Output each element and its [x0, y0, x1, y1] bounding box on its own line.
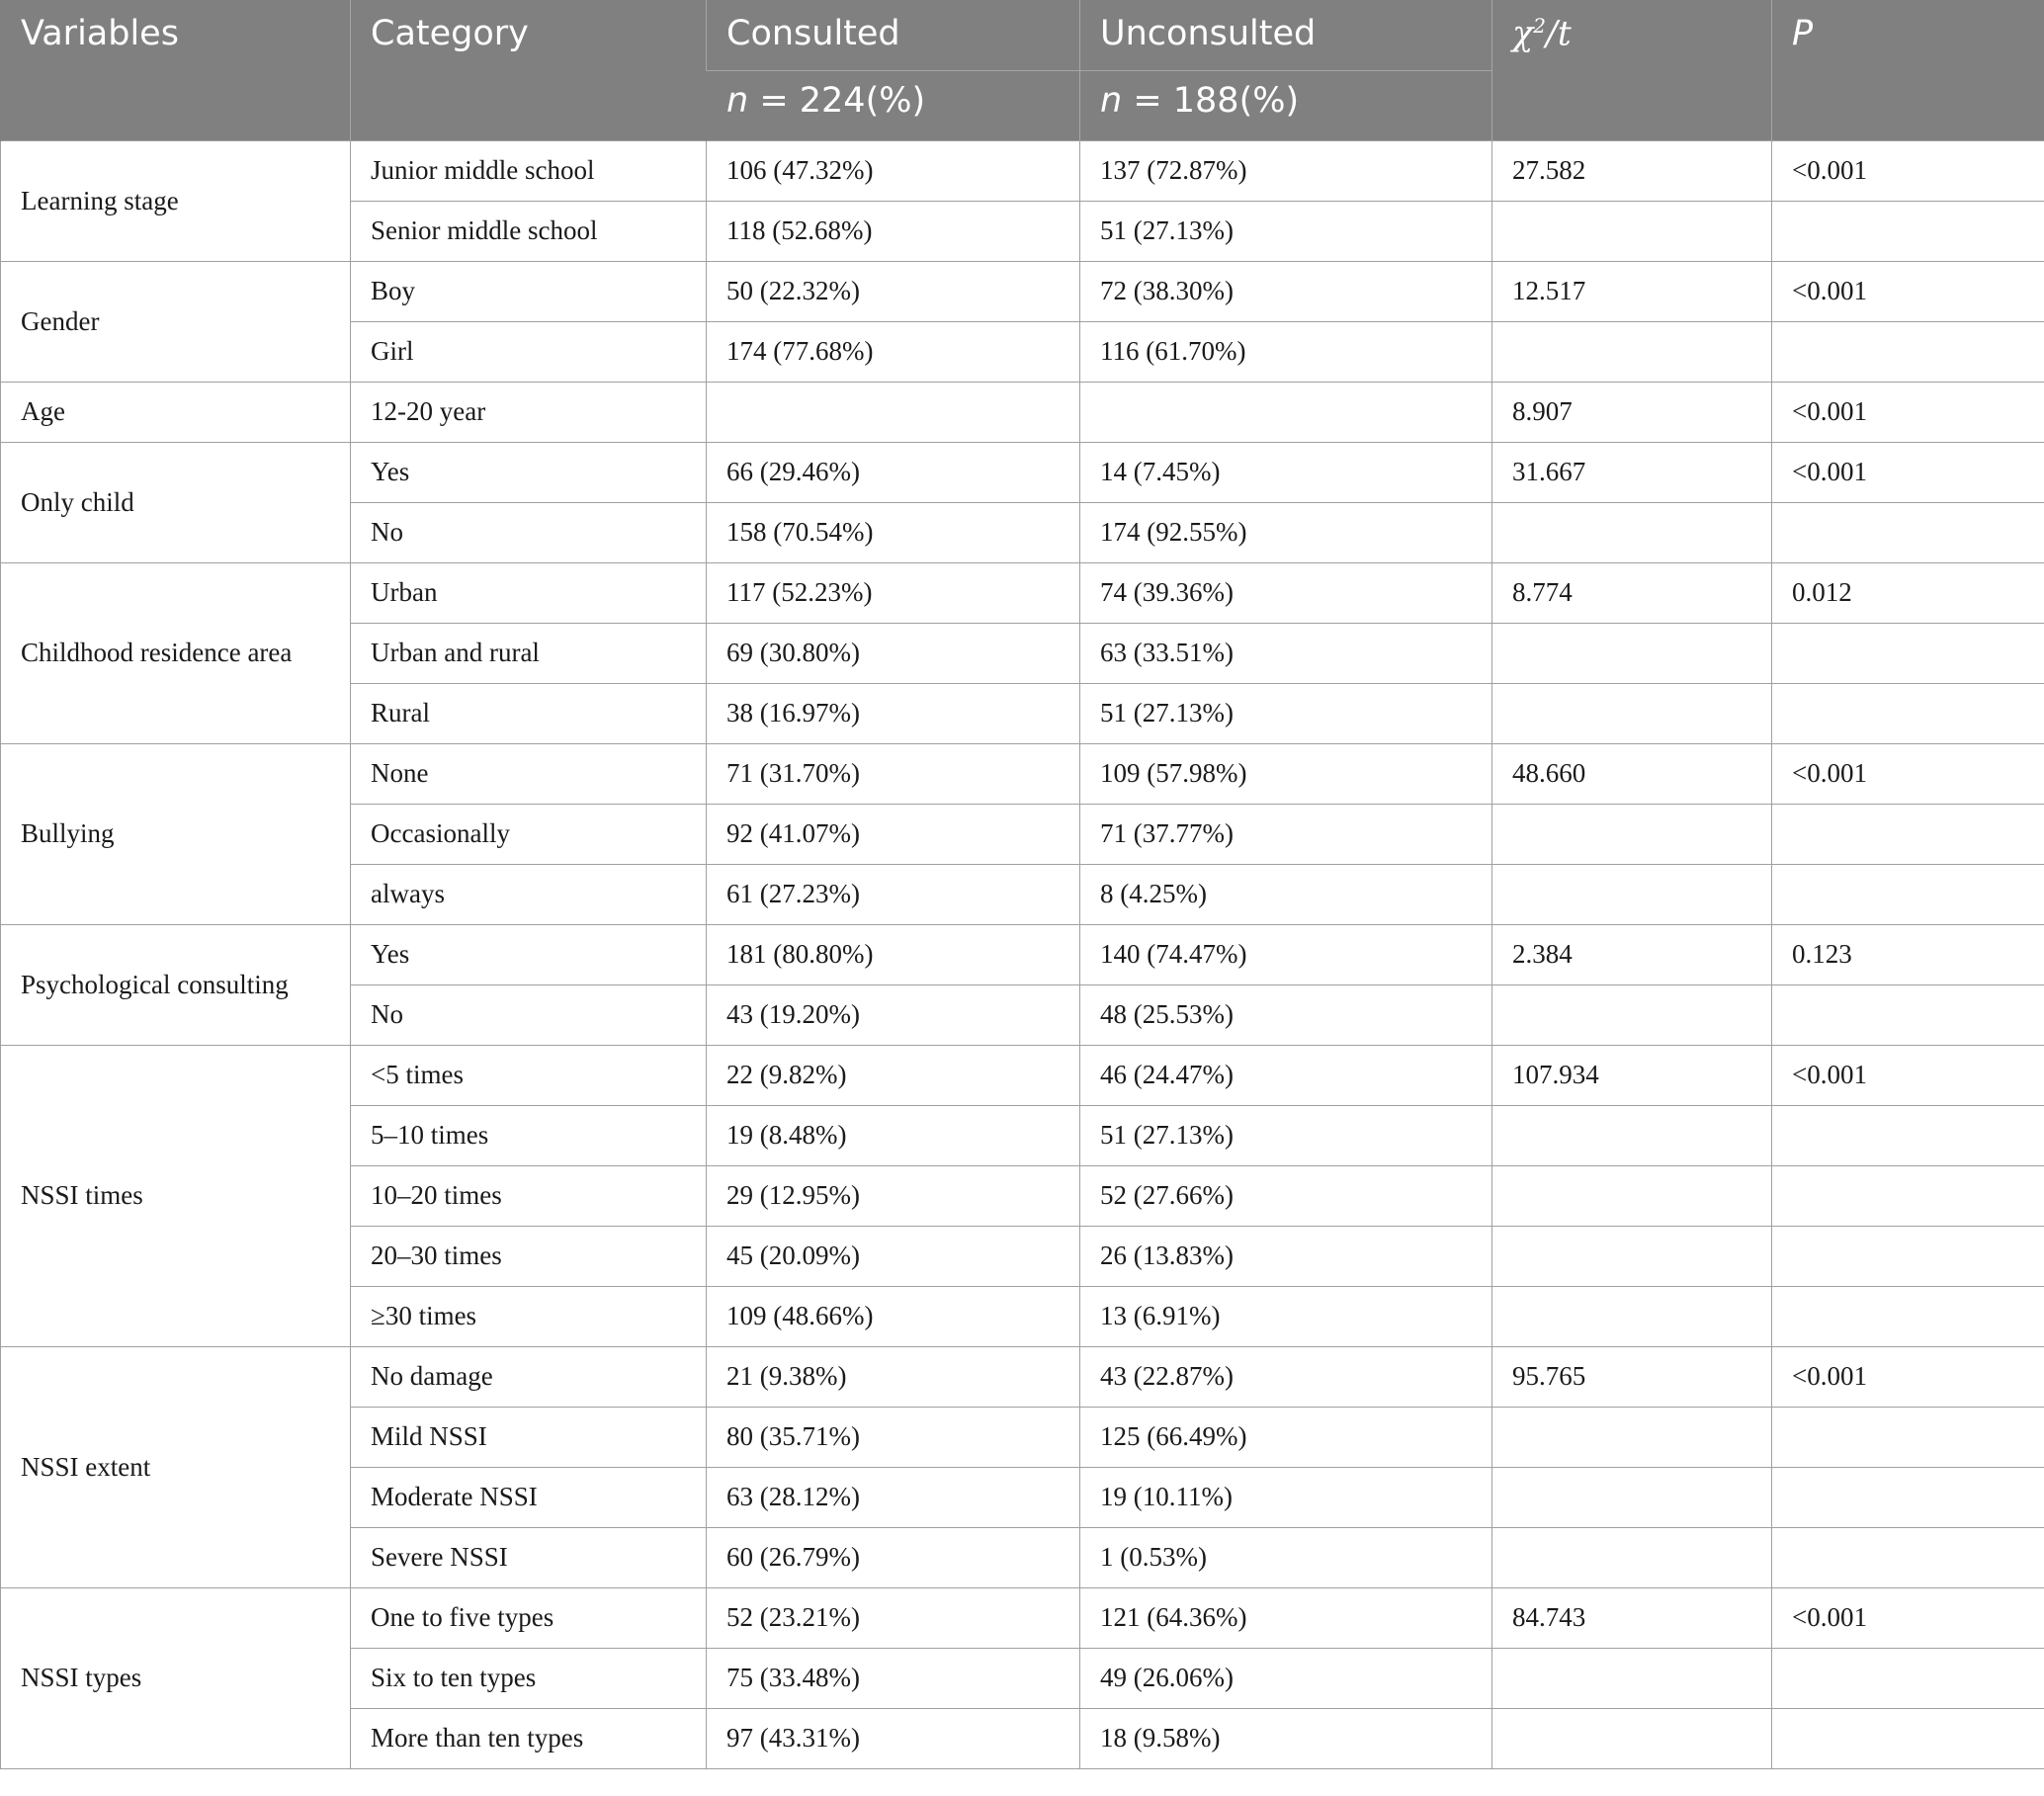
- consulted-cell: 69 (30.80%): [707, 623, 1080, 683]
- p-value-cell: [1772, 1165, 2044, 1226]
- unconsulted-cell: 51 (27.13%): [1080, 1105, 1492, 1165]
- category-cell: 12-20 year: [351, 382, 707, 442]
- category-cell: Girl: [351, 321, 707, 382]
- variable-cell: Bullying: [1, 743, 351, 924]
- category-cell: 10–20 times: [351, 1165, 707, 1226]
- p-value-cell: [1772, 1467, 2044, 1527]
- consulted-cell: 45 (20.09%): [707, 1226, 1080, 1286]
- statistic-cell: [1492, 321, 1772, 382]
- category-cell: Urban: [351, 562, 707, 623]
- table-row: [1, 562, 2044, 623]
- category-cell: Senior middle school: [351, 201, 707, 261]
- p-value-cell: [1772, 623, 2044, 683]
- category-cell: <5 times: [351, 1045, 707, 1105]
- p-value-cell: [1772, 1648, 2044, 1708]
- consulted-cell: 71 (31.70%): [707, 743, 1080, 804]
- p-value-cell: <0.001: [1772, 140, 2044, 201]
- variable-cell: NSSI extent: [1, 1346, 351, 1587]
- statistic-cell: [1492, 864, 1772, 924]
- header-consulted: Consulted: [707, 0, 1080, 70]
- table-row: [1, 382, 2044, 442]
- p-value-cell: [1772, 1226, 2044, 1286]
- unconsulted-cell: 74 (39.36%): [1080, 562, 1492, 623]
- unconsulted-cell: 14 (7.45%): [1080, 442, 1492, 502]
- category-cell: More than ten types: [351, 1708, 707, 1768]
- category-cell: Yes: [351, 924, 707, 984]
- unconsulted-cell: 63 (33.51%): [1080, 623, 1492, 683]
- category-cell: Six to ten types: [351, 1648, 707, 1708]
- category-cell: Occasionally: [351, 804, 707, 864]
- category-cell: Boy: [351, 261, 707, 321]
- statistic-cell: 84.743: [1492, 1587, 1772, 1648]
- variable-cell: Childhood residence area: [1, 562, 351, 743]
- category-cell: Rural: [351, 683, 707, 743]
- header-p-value: P: [1772, 0, 2044, 140]
- statistic-cell: [1492, 1105, 1772, 1165]
- statistic-cell: 107.934: [1492, 1045, 1772, 1105]
- p-value-cell: <0.001: [1772, 743, 2044, 804]
- category-cell: always: [351, 864, 707, 924]
- p-value-cell: [1772, 804, 2044, 864]
- variable-cell: Learning stage: [1, 140, 351, 261]
- table-row: [1, 261, 2044, 321]
- consulted-cell: 29 (12.95%): [707, 1165, 1080, 1226]
- statistic-cell: [1492, 1527, 1772, 1587]
- variable-cell: NSSI types: [1, 1587, 351, 1768]
- consulted-cell: 158 (70.54%): [707, 502, 1080, 562]
- category-cell: None: [351, 743, 707, 804]
- category-cell: ≥30 times: [351, 1286, 707, 1346]
- unconsulted-cell: 8 (4.25%): [1080, 864, 1492, 924]
- table-row: [1, 442, 2044, 502]
- header-statistic: $\chi^2/t$: [1492, 0, 1772, 140]
- category-cell: 20–30 times: [351, 1226, 707, 1286]
- consulted-cell: 61 (27.23%): [707, 864, 1080, 924]
- statistic-cell: 2.384: [1492, 924, 1772, 984]
- consulted-cell: 21 (9.38%): [707, 1346, 1080, 1407]
- unconsulted-cell: 51 (27.13%): [1080, 683, 1492, 743]
- variable-cell: NSSI times: [1, 1045, 351, 1346]
- consulted-cell: 80 (35.71%): [707, 1407, 1080, 1467]
- variable-cell: Age: [1, 382, 351, 442]
- unconsulted-cell: 174 (92.55%): [1080, 502, 1492, 562]
- p-value-cell: <0.001: [1772, 261, 2044, 321]
- table-row: [1, 140, 2044, 201]
- unconsulted-cell: 116 (61.70%): [1080, 321, 1492, 382]
- p-value-cell: <0.001: [1772, 1045, 2044, 1105]
- category-cell: No: [351, 502, 707, 562]
- p-value-cell: 0.012: [1772, 562, 2044, 623]
- p-value-cell: [1772, 502, 2044, 562]
- category-cell: One to five types: [351, 1587, 707, 1648]
- unconsulted-cell: 52 (27.66%): [1080, 1165, 1492, 1226]
- consulted-cell: 109 (48.66%): [707, 1286, 1080, 1346]
- p-value-cell: <0.001: [1772, 1587, 2044, 1648]
- table-body: [1, 140, 2044, 1768]
- statistic-cell: [1492, 1467, 1772, 1527]
- table-row: [1, 1346, 2044, 1407]
- statistic-cell: [1492, 201, 1772, 261]
- category-cell: Yes: [351, 442, 707, 502]
- p-value-cell: [1772, 864, 2044, 924]
- consulted-cell: 174 (77.68%): [707, 321, 1080, 382]
- statistic-cell: 8.907: [1492, 382, 1772, 442]
- category-cell: Urban and rural: [351, 623, 707, 683]
- p-value-cell: <0.001: [1772, 382, 2044, 442]
- consulted-cell: 50 (22.32%): [707, 261, 1080, 321]
- statistic-cell: [1492, 984, 1772, 1045]
- category-cell: 5–10 times: [351, 1105, 707, 1165]
- consulted-cell: 43 (19.20%): [707, 984, 1080, 1045]
- consulted-cell: 52 (23.21%): [707, 1587, 1080, 1648]
- consulted-cell: 19 (8.48%): [707, 1105, 1080, 1165]
- consulted-cell: 118 (52.68%): [707, 201, 1080, 261]
- category-cell: No: [351, 984, 707, 1045]
- variable-cell: Psychological consulting: [1, 924, 351, 1045]
- unconsulted-cell: 72 (38.30%): [1080, 261, 1492, 321]
- table-row: [1, 1587, 2044, 1648]
- statistic-cell: 95.765: [1492, 1346, 1772, 1407]
- header-unconsulted-n: n = 188(%): [1080, 70, 1492, 140]
- statistic-cell: 48.660: [1492, 743, 1772, 804]
- category-cell: Junior middle school: [351, 140, 707, 201]
- category-cell: Severe NSSI: [351, 1527, 707, 1587]
- statistic-cell: [1492, 623, 1772, 683]
- p-value-cell: [1772, 1527, 2044, 1587]
- variable-cell: Gender: [1, 261, 351, 382]
- consulted-cell: [707, 382, 1080, 442]
- statistic-cell: 31.667: [1492, 442, 1772, 502]
- p-value-cell: [1772, 1708, 2044, 1768]
- consulted-cell: 92 (41.07%): [707, 804, 1080, 864]
- header-unconsulted: Unconsulted: [1080, 0, 1492, 70]
- unconsulted-cell: 71 (37.77%): [1080, 804, 1492, 864]
- consulted-cell: 106 (47.32%): [707, 140, 1080, 201]
- unconsulted-cell: 46 (24.47%): [1080, 1045, 1492, 1105]
- unconsulted-cell: 18 (9.58%): [1080, 1708, 1492, 1768]
- statistic-cell: [1492, 804, 1772, 864]
- table-row: [1, 1045, 2044, 1105]
- statistic-cell: 8.774: [1492, 562, 1772, 623]
- p-value-cell: 0.123: [1772, 924, 2044, 984]
- category-cell: No damage: [351, 1346, 707, 1407]
- unconsulted-cell: 121 (64.36%): [1080, 1587, 1492, 1648]
- p-value-cell: [1772, 1407, 2044, 1467]
- p-value-cell: [1772, 321, 2044, 382]
- statistic-cell: [1492, 1708, 1772, 1768]
- unconsulted-cell: 137 (72.87%): [1080, 140, 1492, 201]
- statistic-cell: [1492, 1226, 1772, 1286]
- category-cell: Mild NSSI: [351, 1407, 707, 1467]
- unconsulted-cell: 109 (57.98%): [1080, 743, 1492, 804]
- unconsulted-cell: 48 (25.53%): [1080, 984, 1492, 1045]
- statistic-cell: 12.517: [1492, 261, 1772, 321]
- unconsulted-cell: 125 (66.49%): [1080, 1407, 1492, 1467]
- unconsulted-cell: 51 (27.13%): [1080, 201, 1492, 261]
- unconsulted-cell: 19 (10.11%): [1080, 1467, 1492, 1527]
- unconsulted-cell: 26 (13.83%): [1080, 1226, 1492, 1286]
- table-row: [1, 924, 2044, 984]
- consulted-cell: 75 (33.48%): [707, 1648, 1080, 1708]
- consulted-cell: 38 (16.97%): [707, 683, 1080, 743]
- statistic-cell: [1492, 1165, 1772, 1226]
- consulted-cell: 181 (80.80%): [707, 924, 1080, 984]
- consulted-cell: 60 (26.79%): [707, 1527, 1080, 1587]
- p-value-cell: <0.001: [1772, 1346, 2044, 1407]
- table-header: [1, 0, 2044, 140]
- statistic-cell: [1492, 683, 1772, 743]
- unconsulted-cell: [1080, 382, 1492, 442]
- unconsulted-cell: 13 (6.91%): [1080, 1286, 1492, 1346]
- consulted-cell: 22 (9.82%): [707, 1045, 1080, 1105]
- p-value-cell: [1772, 683, 2044, 743]
- consulted-cell: 117 (52.23%): [707, 562, 1080, 623]
- p-value-cell: [1772, 984, 2044, 1045]
- statistic-cell: [1492, 1407, 1772, 1467]
- p-value-cell: [1772, 1286, 2044, 1346]
- header-variables: Variables: [1, 0, 351, 140]
- category-cell: Moderate NSSI: [351, 1467, 707, 1527]
- statistic-cell: 27.582: [1492, 140, 1772, 201]
- statistic-cell: [1492, 1648, 1772, 1708]
- unconsulted-cell: 1 (0.53%): [1080, 1527, 1492, 1587]
- p-value-cell: <0.001: [1772, 442, 2044, 502]
- p-value-cell: [1772, 1105, 2044, 1165]
- unconsulted-cell: 49 (26.06%): [1080, 1648, 1492, 1708]
- statistic-cell: [1492, 502, 1772, 562]
- consulted-cell: 97 (43.31%): [707, 1708, 1080, 1768]
- consulted-cell: 66 (29.46%): [707, 442, 1080, 502]
- p-value-cell: [1772, 201, 2044, 261]
- statistic-cell: [1492, 1286, 1772, 1346]
- header-consulted-n: n = 224(%): [707, 70, 1080, 140]
- unconsulted-cell: 43 (22.87%): [1080, 1346, 1492, 1407]
- table-row: [1, 743, 2044, 804]
- header-category: Category: [351, 0, 707, 140]
- consulted-cell: 63 (28.12%): [707, 1467, 1080, 1527]
- variable-cell: Only child: [1, 442, 351, 562]
- unconsulted-cell: 140 (74.47%): [1080, 924, 1492, 984]
